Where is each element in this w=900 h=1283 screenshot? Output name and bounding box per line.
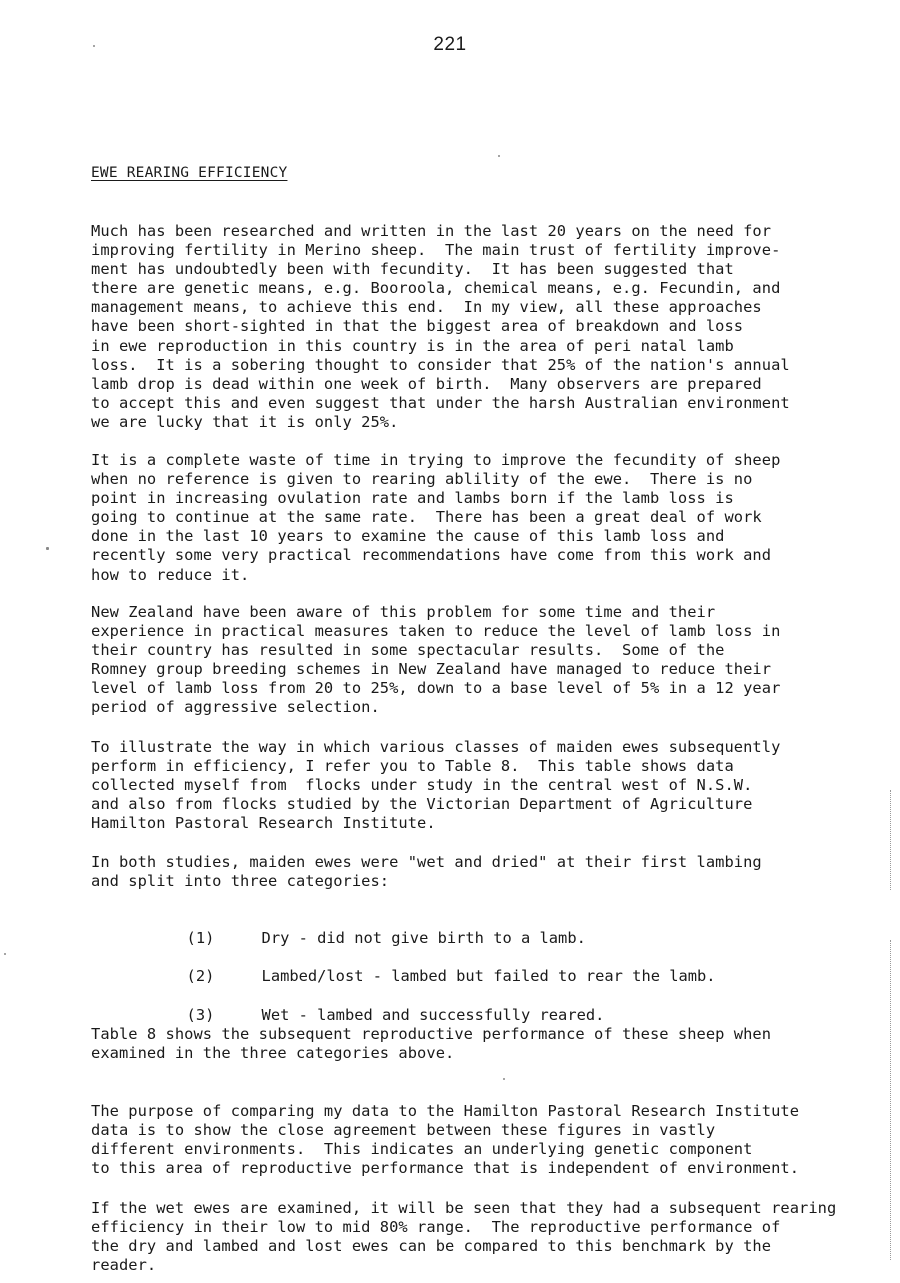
paragraph-table-summary: Table 8 shows the subsequent reproductive performance of these sheep when examined in the three categories above.: [91, 1025, 772, 1063]
paragraph-fecundity: It is a complete waste of time in trying to improve the fecundity of sheep when no reference is given to rearing ablility of the ewe. There is no point in increasing ovulation rate and lambs born if the lamb loss is going to continue at the same rate. There has been a great deal of work done in the last 10 years to examine the cause of this lamb loss and recently some very practical recommendations have come from this work and how to reduce it.: [91, 451, 781, 584]
category-item-dry: [168, 910, 586, 948]
scan-speck: [46, 547, 49, 550]
scan-speck: [498, 155, 500, 157]
category-text: Lambed/lost - lambed but failed to rear the lamb.: [261, 967, 716, 985]
category-number: (2): [186, 967, 215, 985]
scan-edge-line: [890, 790, 892, 890]
section-heading: EWE REARING EFFICIENCY: [91, 165, 288, 181]
paragraph-new-zealand: New Zealand have been aware of this problem for some time and their experience in practical measures taken to reduce the level of lamb loss in their country has resulted in some spectacular results. Some of the Romney group breeding schemes in New Zealand have managed to reduce their level of lamb loss from 20 to 25%, down to a base level of 5% in a 12 year period of aggressive selection.: [91, 603, 781, 717]
category-item-lambed-lost: [168, 948, 716, 986]
scan-edge-line: [890, 940, 892, 1260]
category-text: Dry - did not give birth to a lamb.: [261, 929, 586, 947]
category-number: (1): [186, 929, 215, 947]
paragraph-table-reference: To illustrate the way in which various classes of maiden ewes subsequently perform in efficiency, I refer you to Table 8. This table shows data collected myself from flocks under study in the central west of N.S.W. and also from flocks studied by the Victorian Department of Agriculture Hamilton Pastoral Research Institute.: [91, 738, 781, 833]
scan-speck: [503, 1078, 505, 1080]
scan-speck: [93, 45, 95, 47]
paragraph-studies: In both studies, maiden ewes were "wet and dried" at their first lambing and split into three categories:: [91, 853, 762, 891]
category-item-wet: [168, 987, 604, 1025]
category-text: Wet - lambed and successfully reared.: [261, 1006, 605, 1024]
category-number: (3): [186, 1006, 215, 1024]
paragraph-wet-ewes: If the wet ewes are examined, it will be seen that they had a subsequent rearing efficiency in their low to mid 80% range. The reproductive performance of the dry and lambed and lost ewes can be compared to this benchmark by the reader.: [91, 1199, 837, 1275]
paragraph-comparison: The purpose of comparing my data to the Hamilton Pastoral Research Institute data is to show the close agreement between these figures in vastly different environments. This indicates an underlying genetic component to this area of reproductive performance that is independent of environment.: [91, 1102, 800, 1178]
scan-speck: [4, 953, 6, 955]
paragraph-intro: Much has been researched and written in the last 20 years on the need for improving fertility in Merino sheep. The main trust of fertility improve- ment has undoubtedly been with fecundity. It has been suggested that there are genetic means, e.g. Booroola, chemical means, e.g. Fecundin, and management means, to achieve this end. In my view, all these approaches have been short-sighted in that the biggest area of breakdown and loss in ewe reproduction in this country is in the area of peri natal lamb loss. It is a sobering thought to consider that 25% of the nation's annual lamb drop is dead within one week of birth. Many observers are prepared to accept this and even suggest that under the harsh Australian environment we are lucky that it is only 25%.: [91, 222, 790, 431]
page-number: 221: [433, 34, 467, 55]
